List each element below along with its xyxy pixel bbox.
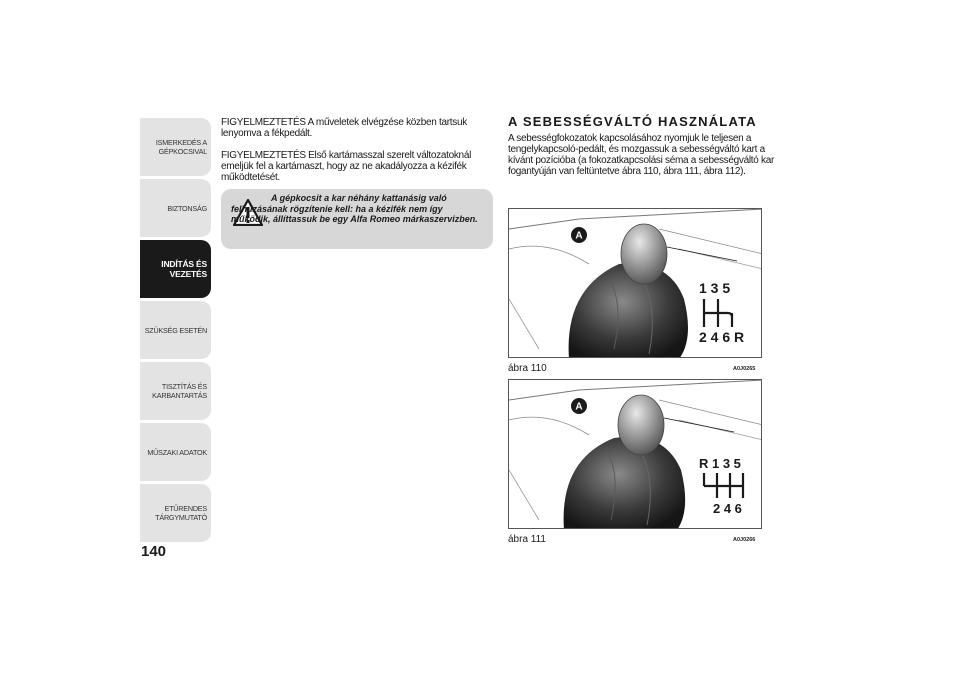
gear-bottom-row: 2 4 6 R — [699, 329, 745, 345]
figure-marker: A — [575, 401, 583, 413]
figure-gear-knob-110 — [508, 208, 762, 358]
tab-label: BIZTONSÁG — [167, 203, 207, 213]
tab-label: SZÜKSÉG ESETÉN — [144, 325, 207, 335]
shift-pattern-icon — [704, 299, 732, 327]
page-number: 140 — [141, 543, 167, 560]
shift-pattern-icon — [704, 473, 743, 498]
gear-top-row: R 1 3 5 — [699, 456, 741, 471]
tab-tisztitas[interactable] — [140, 362, 211, 420]
figure-caption-111: ábra 111 — [508, 534, 546, 545]
tab-label: INDÍTÁS ÉS VEZETÉS — [161, 259, 207, 279]
figure-gear-knob-111 — [508, 379, 762, 529]
caution-paragraph-2: FIGYELMEZTETÉS Első kartámasszal szerelt változatoknál emeljük fel a kartámaszt, hogy az ne akadályozza a kézifék működtetését. — [221, 150, 471, 183]
figure-code-110: A0J0265 — [733, 366, 756, 372]
figure-caption-110: ábra 110 — [508, 363, 547, 374]
tab-label: TISZTÍTÁS ÉS KARBANTARTÁS — [152, 382, 207, 400]
section-heading: A SEBESSÉGVÁLTÓ HASZNÁLATA — [508, 114, 757, 129]
tab-label: ETŰRENDES TÁRGYMUTATÓ — [155, 504, 207, 522]
caution-paragraph-1: FIGYELMEZTETÉS A műveletek elvégzése közben tartsuk lenyomva a fékpedált. — [221, 117, 467, 139]
figure-marker: A — [575, 230, 583, 242]
tab-label: ISMERKEDÉS A GÉPKOCSIVAL — [155, 138, 207, 156]
tab-label: MŰSZAKI ADATOK — [147, 447, 207, 457]
gear-knob-illustration — [509, 380, 762, 529]
tab-targymutato[interactable] — [140, 484, 211, 542]
gear-knob-illustration — [509, 209, 762, 358]
warning-box — [221, 189, 493, 249]
figure-code-111: A0J0266 — [733, 537, 756, 543]
tab-szukseg[interactable] — [140, 301, 211, 359]
gear-bottom-row: 2 4 6 — [713, 501, 742, 516]
tab-ismerkedes[interactable] — [140, 118, 211, 176]
gear-top-row: 1 3 5 — [699, 280, 731, 296]
tab-muszaki[interactable] — [140, 423, 211, 481]
tab-inditas[interactable] — [140, 240, 211, 298]
gearbox-paragraph: A sebességfokozatok kapcsolásához nyomjuk le teljesen a tengelykapcsoló-pedált, és mozgassuk a sebességváltó kart a kívánt pozícióba (a fokozatkapcsolási séma a sebességváltó kar fogantyúján van feltüntetve ábra 110, ábra 111, ábra 112). — [508, 133, 774, 177]
tab-biztonsag[interactable] — [140, 179, 211, 237]
warning-text: A gépkocsit a kar néhány kattanásig való felhúzásának rögzítenie kell: ha a kézifék nem így működik, állíttassuk be egy Alfa Romeo márkaszervizben. — [231, 193, 478, 224]
